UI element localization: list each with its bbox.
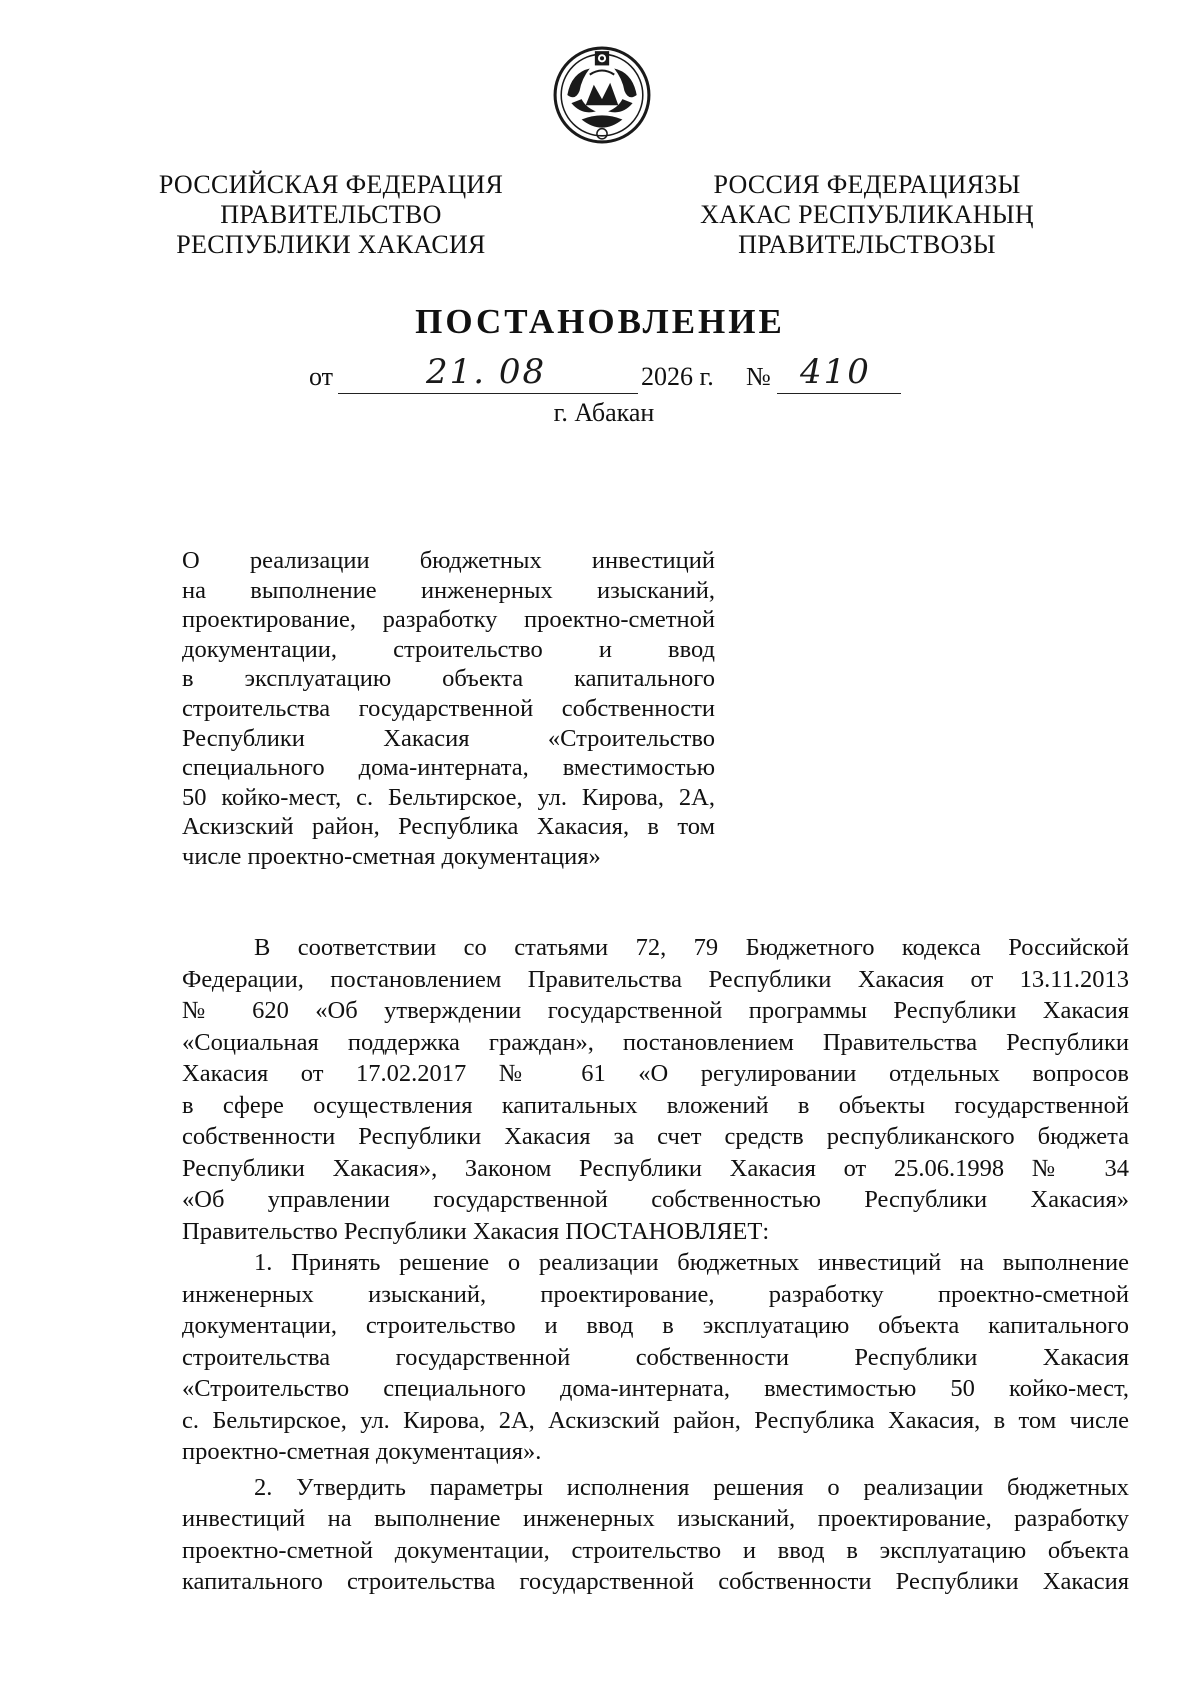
coat-of-arms-emblem-icon (551, 44, 653, 146)
body-line: 1. Принять решение о реализации бюджетных инвестиций на выполнение (254, 1249, 1129, 1276)
document-title: ПОСТАНОВЛЕНИЕ (415, 302, 785, 341)
handwritten-date: 21. 08 (426, 352, 547, 392)
city: г. Абакан (553, 398, 655, 427)
issuer-khakas (694, 170, 1040, 260)
body-line: проектно-сметной документации, строительство и ввод в эксплуатацию объекта (182, 1536, 1129, 1564)
date-prefix: от (309, 362, 334, 391)
body-line: Хакасия от 17.02.2017 № 61 «О регулировании отдельных вопросов (182, 1060, 1129, 1087)
subject-line: Аскизский район, Республика Хакасия, в том (182, 813, 715, 841)
subject-line: 50 койко-мест, с. Бельтирское, ул. Кирова, 2А, (182, 783, 715, 811)
body-line: инвестиций на выполнение инженерных изысканий, проектирование, разработку (182, 1505, 1129, 1532)
body-line: проектно-сметная документация». (182, 1438, 542, 1465)
body-line: В соответствии со статьями 72, 79 Бюджетного кодекса Российской (254, 934, 1129, 961)
body-line: «Социальная поддержка граждан», постановлением Правительства Республики (182, 1028, 1129, 1056)
body-line: «Строительство специального дома-интерната, вместимостью 50 койко-мест, (182, 1375, 1129, 1402)
body-line: Республики Хакасия», Законом Республики Хакасия от 25.06.1998 № 34 (182, 1154, 1129, 1182)
subject-line: документации, строительство и ввод (182, 635, 715, 663)
subject-line: числе проектно-сметная документация» (182, 842, 601, 870)
issuer-line: ХАКАС РЕСПУБЛИКАНЫҢ (700, 200, 1034, 229)
subject-line: О реализации бюджетных инвестиций (182, 547, 715, 574)
body-line: с. Бельтирское, ул. Кирова, 2А, Аскизский район, Республика Хакасия, в том числе (182, 1406, 1129, 1434)
body-line: «Об управлении государственной собственностью Республики Хакасия» (182, 1186, 1129, 1213)
number-underline (777, 393, 901, 394)
subject-line: на выполнение инженерных изысканий, (182, 576, 715, 604)
handwritten-number: 410 (800, 352, 871, 392)
body-line: Правительство Республики Хакасия ПОСТАНОВЛЯЕТ: (182, 1217, 770, 1245)
issuer-line: РОССИЙСКАЯ ФЕДЕРАЦИЯ (158, 170, 504, 199)
body-text (182, 932, 1129, 1598)
issuer-line: ПРАВИТЕЛЬСТВО (220, 200, 442, 229)
body-line: строительства государственной собственности Республики Хакасия (182, 1343, 1129, 1371)
subject-line: специального дома-интерната, вместимостью (182, 754, 715, 782)
body-line: инженерных изысканий, проектирование, разработку проектно-сметной (182, 1280, 1129, 1308)
issuer-line: РОССИЯ ФЕДЕРАЦИЯЗЫ (713, 170, 1021, 199)
body-line: № 620 «Об утверждении государственной программы Республики Хакасия (182, 997, 1129, 1024)
body-line: в сфере осуществления капитальных вложений в объекты государственной (182, 1091, 1129, 1119)
issuer-line: ПРАВИТЕЛЬСТВОЗЫ (738, 230, 996, 259)
number-sign: № (746, 362, 771, 391)
subject-line: проектирование, разработку проектно-сметной (182, 606, 715, 634)
body-line: Федерации, постановлением Правительства Республики Хакасия от 13.11.2013 (182, 965, 1129, 993)
date-year: 2026 г. (641, 362, 714, 391)
subject-line: в эксплуатацию объекта капитального (182, 665, 715, 693)
issuer-line: РЕСПУБЛИКИ ХАКАСИЯ (176, 230, 486, 259)
date-underline (338, 393, 638, 394)
subject-line: строительства государственной собственности (182, 694, 715, 722)
subject-block (182, 546, 715, 872)
body-line: капитального строительства государственной собственности Республики Хакасия (182, 1568, 1129, 1595)
issuer-russian (158, 170, 504, 260)
body-line: 2. Утвердить параметры исполнения решения о реализации бюджетных (254, 1473, 1129, 1501)
body-line: собственности Республики Хакасия за счет средств республиканского бюджета (182, 1123, 1129, 1150)
body-line: документации, строительство и ввод в эксплуатацию объекта капитального (182, 1312, 1129, 1339)
subject-line: Республики Хакасия «Строительство (182, 724, 715, 752)
